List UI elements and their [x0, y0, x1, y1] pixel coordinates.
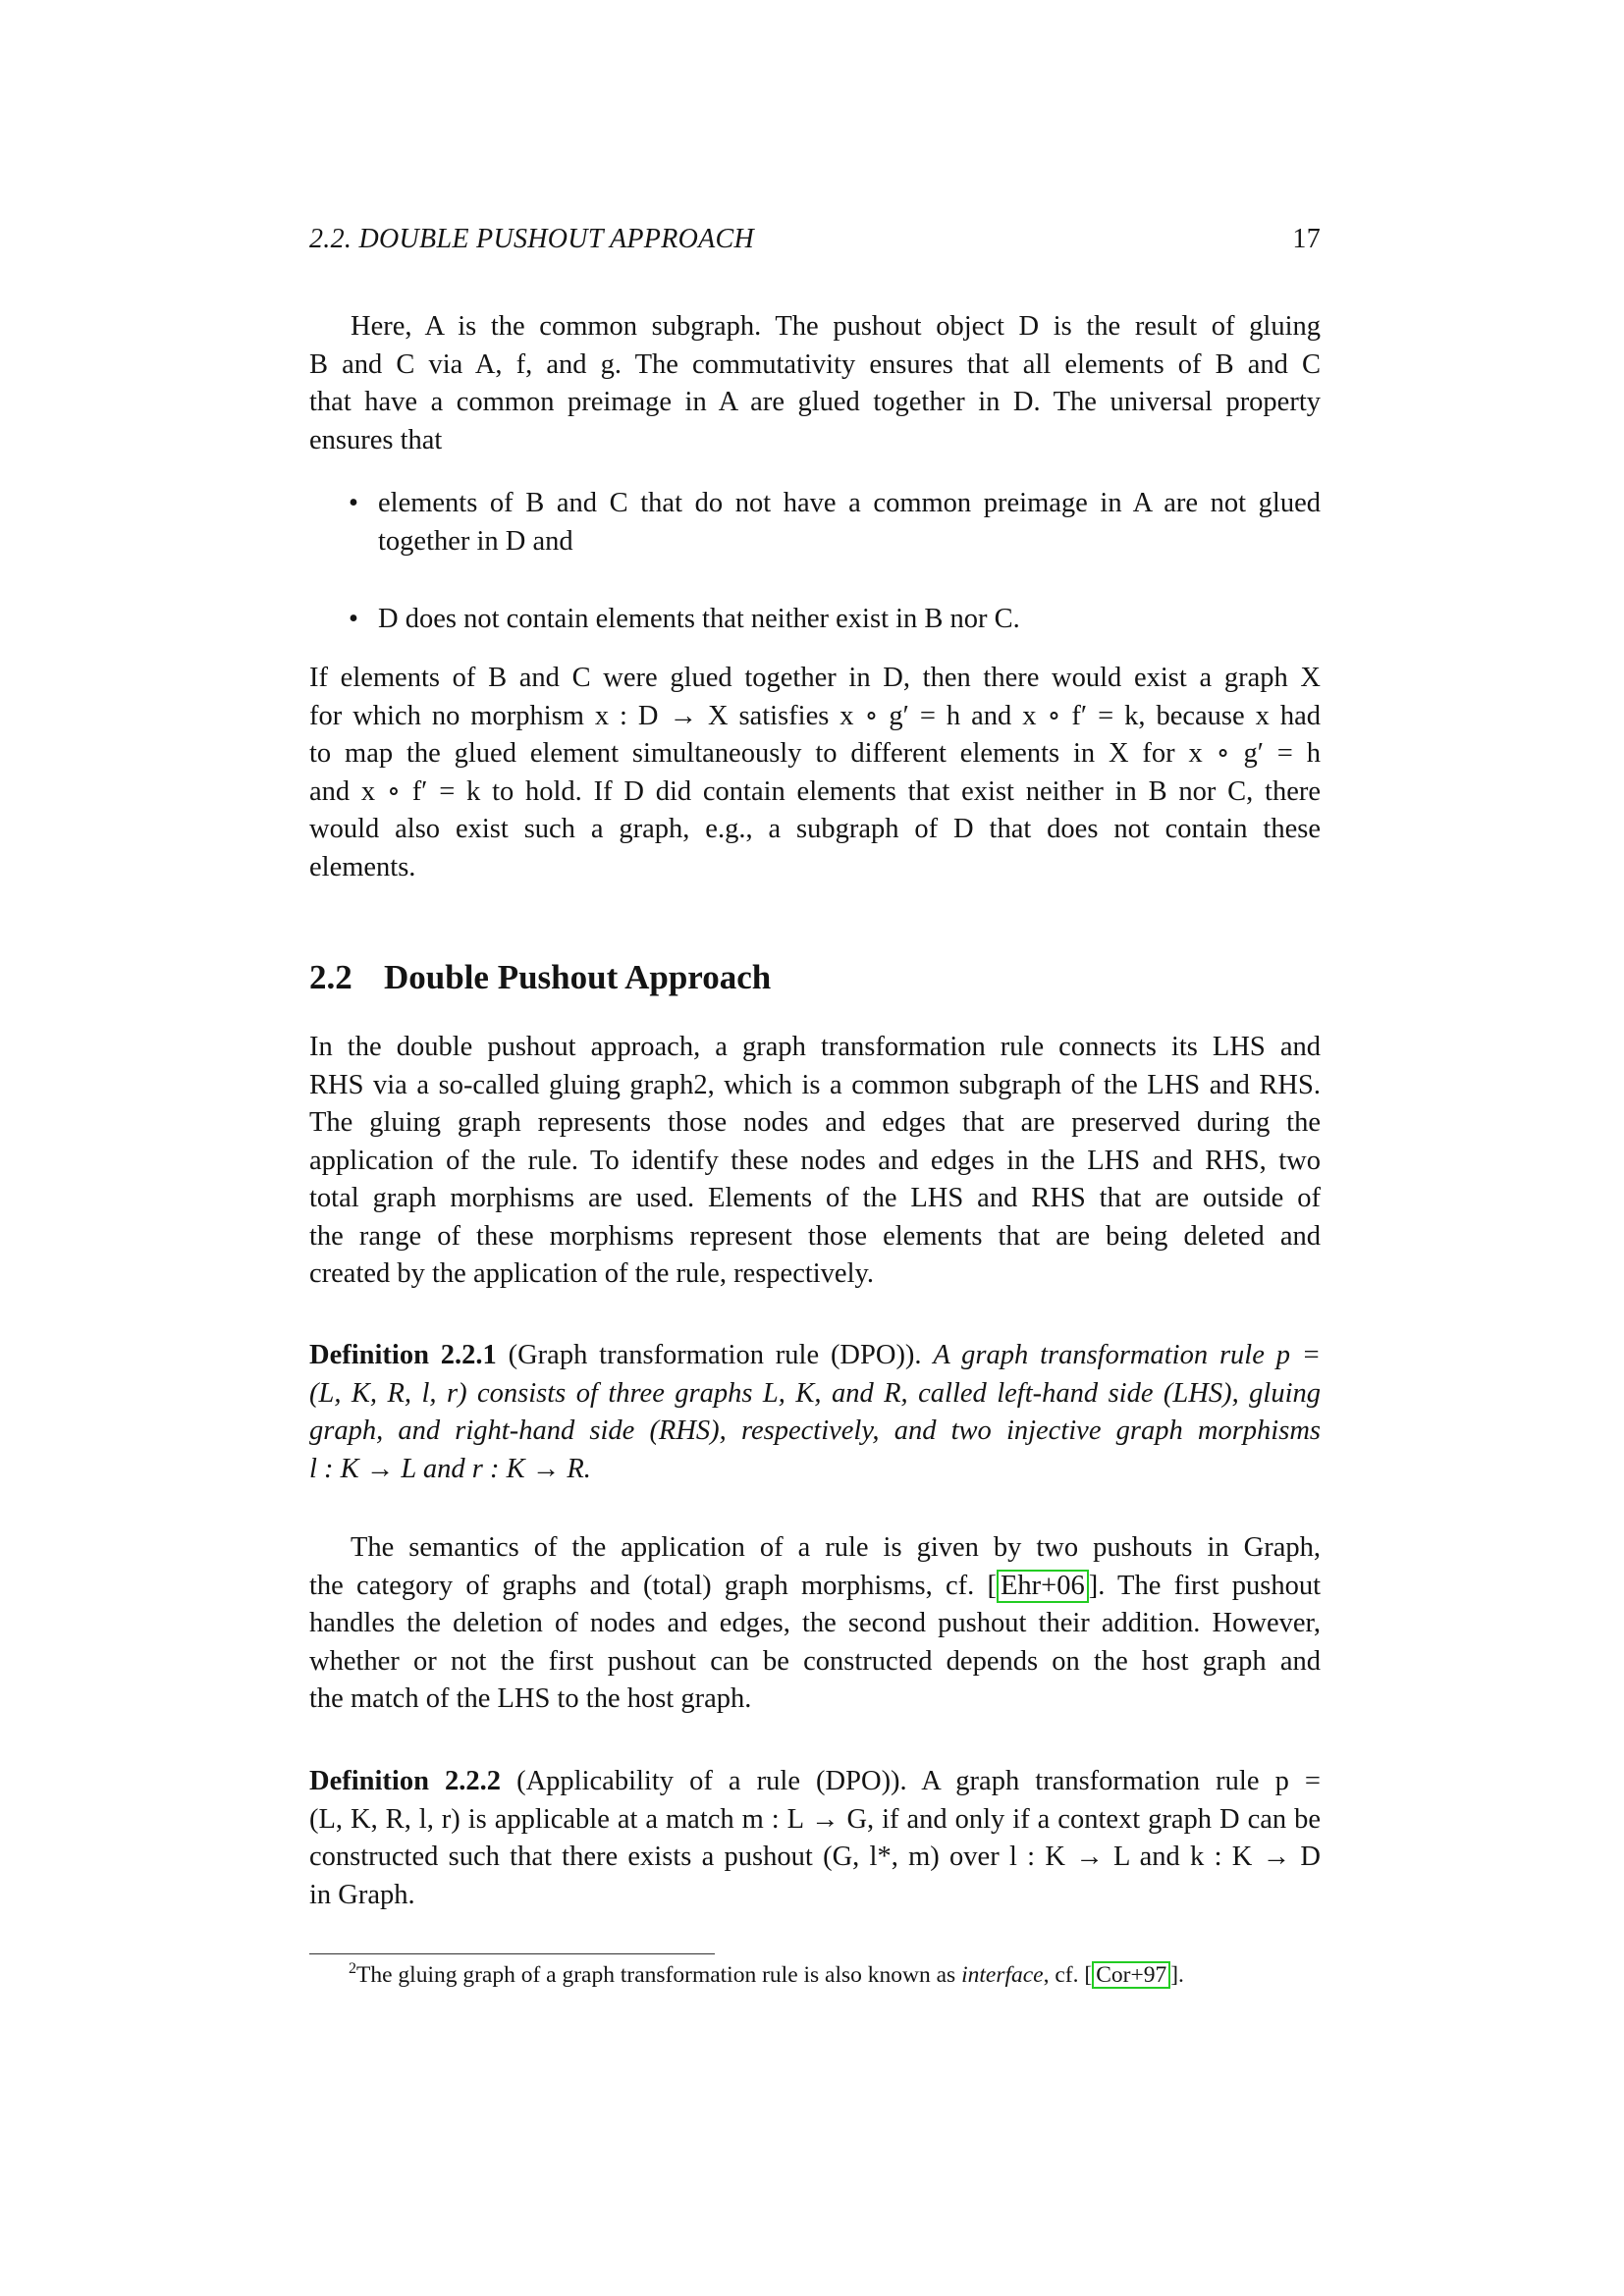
- bullet-icon: •: [349, 604, 358, 634]
- text-line: for which no morphism x : D → X satisfies x ∘ g′ = h and x ∘ f′ = k, because x had: [309, 700, 1321, 731]
- text-line: graph, and right-hand side (RHS), respectively, and two injective graph morphisms: [309, 1415, 1321, 1446]
- citation-link[interactable]: Ehr+06: [997, 1570, 1089, 1603]
- text-line: total graph morphisms are used. Elements of the LHS and RHS that are outside of: [309, 1183, 1321, 1213]
- definition-first-line: [309, 1763, 1321, 1801]
- section-number: 2.2: [309, 958, 352, 996]
- footnote: $^2$The gluing graph of a graph transformation rule is also known as interface, cf. [ Cor+97 ].: [349, 1960, 1184, 1988]
- text-line: handles the deletion of nodes and edges, the second pushout their addition. However,: [309, 1608, 1321, 1638]
- definition-2-2-1: [309, 1337, 1321, 1488]
- text-line: In the double pushout approach, a graph transformation rule connects its LHS and: [309, 1032, 1321, 1062]
- definition-label: Definition 2.2.2: [309, 1766, 502, 1796]
- footnote-term: interface: [961, 1962, 1044, 1988]
- definition-label: Definition 2.2.1: [309, 1340, 497, 1370]
- footnote-mark: 2: [349, 1960, 356, 1977]
- footnote-text: The gluing graph of a graph transformation rule is also known as: [356, 1962, 956, 1988]
- text-line: and x ∘ f′ = k to hold. If D did contain elements that exist neither in B nor C, there: [309, 775, 1321, 807]
- text-line: would also exist such a graph, e.g., a subgraph of D that does not contain these: [309, 814, 1321, 844]
- footnote-text-mid: , cf.: [1043, 1962, 1079, 1988]
- text-line: together in D and: [378, 525, 573, 557]
- text-line: B and C via A, f, and g. The commutativity ensures that all elements of B and C: [309, 348, 1321, 380]
- section-title: Double Pushout Approach: [384, 958, 772, 996]
- text-line-with-citation: the category of graphs and (total) graph morphisms, cf. [ Ehr+06 ]. The first pushout: [309, 1570, 1321, 1601]
- bullet-icon: •: [349, 488, 358, 518]
- text-line: l : K → L and r : K → R.: [309, 1453, 591, 1484]
- text-line: elements.: [309, 851, 416, 882]
- text-line: (L, K, R, l, r) consists of three graphs L, K, and R, called left-hand side (LHS), gluing: [309, 1377, 1321, 1409]
- text-line: ensures that: [309, 424, 443, 455]
- definition-first-line: [309, 1337, 1321, 1375]
- text-line: RHS via a so-called gluing graph2, which is a common subgraph of the LHS and RHS.: [309, 1069, 1321, 1100]
- section-heading: [309, 958, 771, 997]
- text-line: whether or not the first pushout can be constructed depends on the host graph and: [309, 1645, 1321, 1677]
- text-line: to map the glued element simultaneously to different elements in X for x ∘ g′ = h: [309, 738, 1321, 769]
- text-line: the range of these morphisms represent those elements that are being deleted and: [309, 1220, 1321, 1252]
- citation-link[interactable]: Cor+97: [1092, 1961, 1170, 1989]
- semantics-paragraph: [309, 1529, 1321, 1719]
- text-line: the match of the LHS to the host graph.: [309, 1683, 752, 1714]
- footnote-rule: [309, 1953, 715, 1954]
- text-line: D does not contain elements that neither exist in B nor C.: [378, 604, 1020, 634]
- text-line: constructed such that there exists a pushout (G, l*, m) over l : K → L and k : K → D: [309, 1842, 1321, 1872]
- text-line: A graph transformation rule p =: [933, 1340, 1322, 1370]
- running-title: 2.2. DOUBLE PUSHOUT APPROACH: [309, 224, 755, 254]
- text-line: The gluing graph represents those nodes and edges that are preserved during the: [309, 1107, 1321, 1138]
- dpo-paragraph: [309, 1029, 1321, 1294]
- definition-name: (Applicability of a rule (DPO)).: [516, 1766, 907, 1796]
- glue-paragraph: [309, 660, 1321, 886]
- page-number: 17: [1292, 224, 1321, 254]
- text-line: in Graph.: [309, 1879, 415, 1910]
- running-header: [309, 224, 1321, 255]
- footnote-text-end: .: [1178, 1962, 1184, 1988]
- text-line: The semantics of the application of a rule is given by two pushouts in Graph,: [351, 1532, 1321, 1563]
- text-line: that have a common preimage in A are glued together in D. The universal property: [309, 387, 1321, 417]
- text-line: created by the application of the rule, respectively.: [309, 1258, 875, 1289]
- definition-2-2-2: [309, 1763, 1321, 1914]
- text-line: Here, A is the common subgraph. The pushout object D is the result of gluing: [351, 311, 1321, 342]
- definition-name: (Graph transformation rule (DPO)).: [508, 1340, 922, 1370]
- text-line: application of the rule. To identify these nodes and edges in the LHS and RHS, two: [309, 1145, 1321, 1176]
- text-line: elements of B and C that do not have a common preimage in A are not glued: [378, 488, 1321, 518]
- text-line: If elements of B and C were glued together in D, then there would exist a graph X: [309, 663, 1321, 693]
- text-line: A graph transformation rule p =: [921, 1766, 1321, 1796]
- text-line: (L, K, R, l, r) is applicable at a match m : L → G, if and only if a context graph D can be: [309, 1803, 1321, 1835]
- intro-paragraph: [309, 308, 1321, 459]
